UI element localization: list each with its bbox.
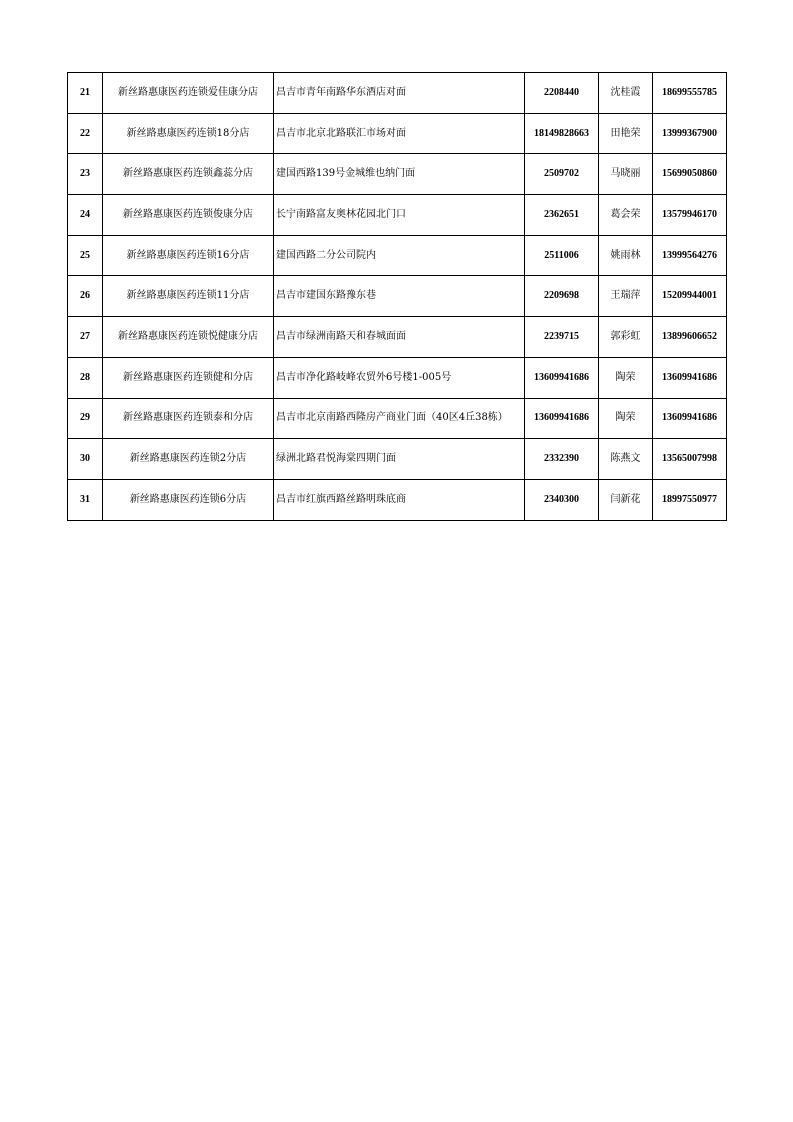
contact-mobile: 13565007998 <box>653 439 727 480</box>
contact-mobile: 13899606652 <box>653 317 727 358</box>
store-name: 新丝路惠康医药连锁16分店 <box>103 235 274 276</box>
store-phone: 2332390 <box>525 439 599 480</box>
row-number: 24 <box>68 195 103 236</box>
store-name: 新丝路惠康医药连锁18分店 <box>103 113 274 154</box>
table-row <box>68 317 727 358</box>
table-row <box>68 73 727 114</box>
store-table <box>67 72 727 521</box>
row-number: 27 <box>68 317 103 358</box>
store-name: 新丝路惠康医药连锁6分店 <box>103 479 274 520</box>
contact-person: 陈燕文 <box>599 439 653 480</box>
contact-person: 郭彩虹 <box>599 317 653 358</box>
contact-mobile: 13999367900 <box>653 113 727 154</box>
store-address: 建国西路二分公司院内 <box>274 235 525 276</box>
table-row <box>68 357 727 398</box>
contact-mobile: 15209944001 <box>653 276 727 317</box>
table-row <box>68 195 727 236</box>
store-phone: 2239715 <box>525 317 599 358</box>
store-phone: 13609941686 <box>525 357 599 398</box>
store-address: 昌吉市净化路岐峰农贸外6号楼1-005号 <box>274 357 525 398</box>
contact-mobile: 18997550977 <box>653 479 727 520</box>
contact-mobile: 13609941686 <box>653 357 727 398</box>
store-address: 昌吉市绿洲南路天和春城面面 <box>274 317 525 358</box>
store-address: 昌吉市北京北路联汇市场对面 <box>274 113 525 154</box>
table-row <box>68 398 727 439</box>
store-address: 长宁南路富友奥林花园北门口 <box>274 195 525 236</box>
store-name: 新丝路惠康医药连锁爱佳康分店 <box>103 73 274 114</box>
row-number: 29 <box>68 398 103 439</box>
store-name: 新丝路惠康医药连锁鑫蕊分店 <box>103 154 274 195</box>
store-name: 新丝路惠康医药连锁悦健康分店 <box>103 317 274 358</box>
contact-person: 闫新花 <box>599 479 653 520</box>
contact-mobile: 13999564276 <box>653 235 727 276</box>
store-address: 建国西路139号金城维也纳门面 <box>274 154 525 195</box>
store-name: 新丝路惠康医药连锁俊康分店 <box>103 195 274 236</box>
store-phone: 2209698 <box>525 276 599 317</box>
contact-person: 陶荣 <box>599 357 653 398</box>
store-address: 昌吉市青年南路华东酒店对面 <box>274 73 525 114</box>
contact-mobile: 13579946170 <box>653 195 727 236</box>
store-phone: 13609941686 <box>525 398 599 439</box>
row-number: 26 <box>68 276 103 317</box>
contact-mobile: 18699555785 <box>653 73 727 114</box>
row-number: 23 <box>68 154 103 195</box>
store-phone: 2340300 <box>525 479 599 520</box>
table-row <box>68 439 727 480</box>
table-row <box>68 235 727 276</box>
contact-person: 王瑞萍 <box>599 276 653 317</box>
row-number: 25 <box>68 235 103 276</box>
store-phone: 2511006 <box>525 235 599 276</box>
row-number: 21 <box>68 73 103 114</box>
store-address: 昌吉市建国东路豫东巷 <box>274 276 525 317</box>
contact-person: 姚雨林 <box>599 235 653 276</box>
store-address: 昌吉市北京南路西隆房产商业门面（40区4丘38栋） <box>274 398 525 439</box>
contact-person: 田艳荣 <box>599 113 653 154</box>
row-number: 28 <box>68 357 103 398</box>
contact-person: 陶荣 <box>599 398 653 439</box>
table-row <box>68 479 727 520</box>
contact-person: 马晓丽 <box>599 154 653 195</box>
table-row <box>68 154 727 195</box>
store-address: 昌吉市红旗西路丝路明珠底商 <box>274 479 525 520</box>
table-row <box>68 276 727 317</box>
table-row <box>68 113 727 154</box>
store-name: 新丝路惠康医药连锁11分店 <box>103 276 274 317</box>
contact-mobile: 13609941686 <box>653 398 727 439</box>
store-address: 绿洲北路君悦海棠四期门面 <box>274 439 525 480</box>
contact-mobile: 15699050860 <box>653 154 727 195</box>
row-number: 22 <box>68 113 103 154</box>
store-name: 新丝路惠康医药连锁健和分店 <box>103 357 274 398</box>
contact-person: 葛会荣 <box>599 195 653 236</box>
store-list-sheet <box>67 72 726 521</box>
row-number: 30 <box>68 439 103 480</box>
store-phone: 2362651 <box>525 195 599 236</box>
store-name: 新丝路惠康医药连锁2分店 <box>103 439 274 480</box>
store-phone: 2509702 <box>525 154 599 195</box>
contact-person: 沈桂霞 <box>599 73 653 114</box>
store-name: 新丝路惠康医药连锁泰和分店 <box>103 398 274 439</box>
store-phone: 2208440 <box>525 73 599 114</box>
row-number: 31 <box>68 479 103 520</box>
store-phone: 18149828663 <box>525 113 599 154</box>
